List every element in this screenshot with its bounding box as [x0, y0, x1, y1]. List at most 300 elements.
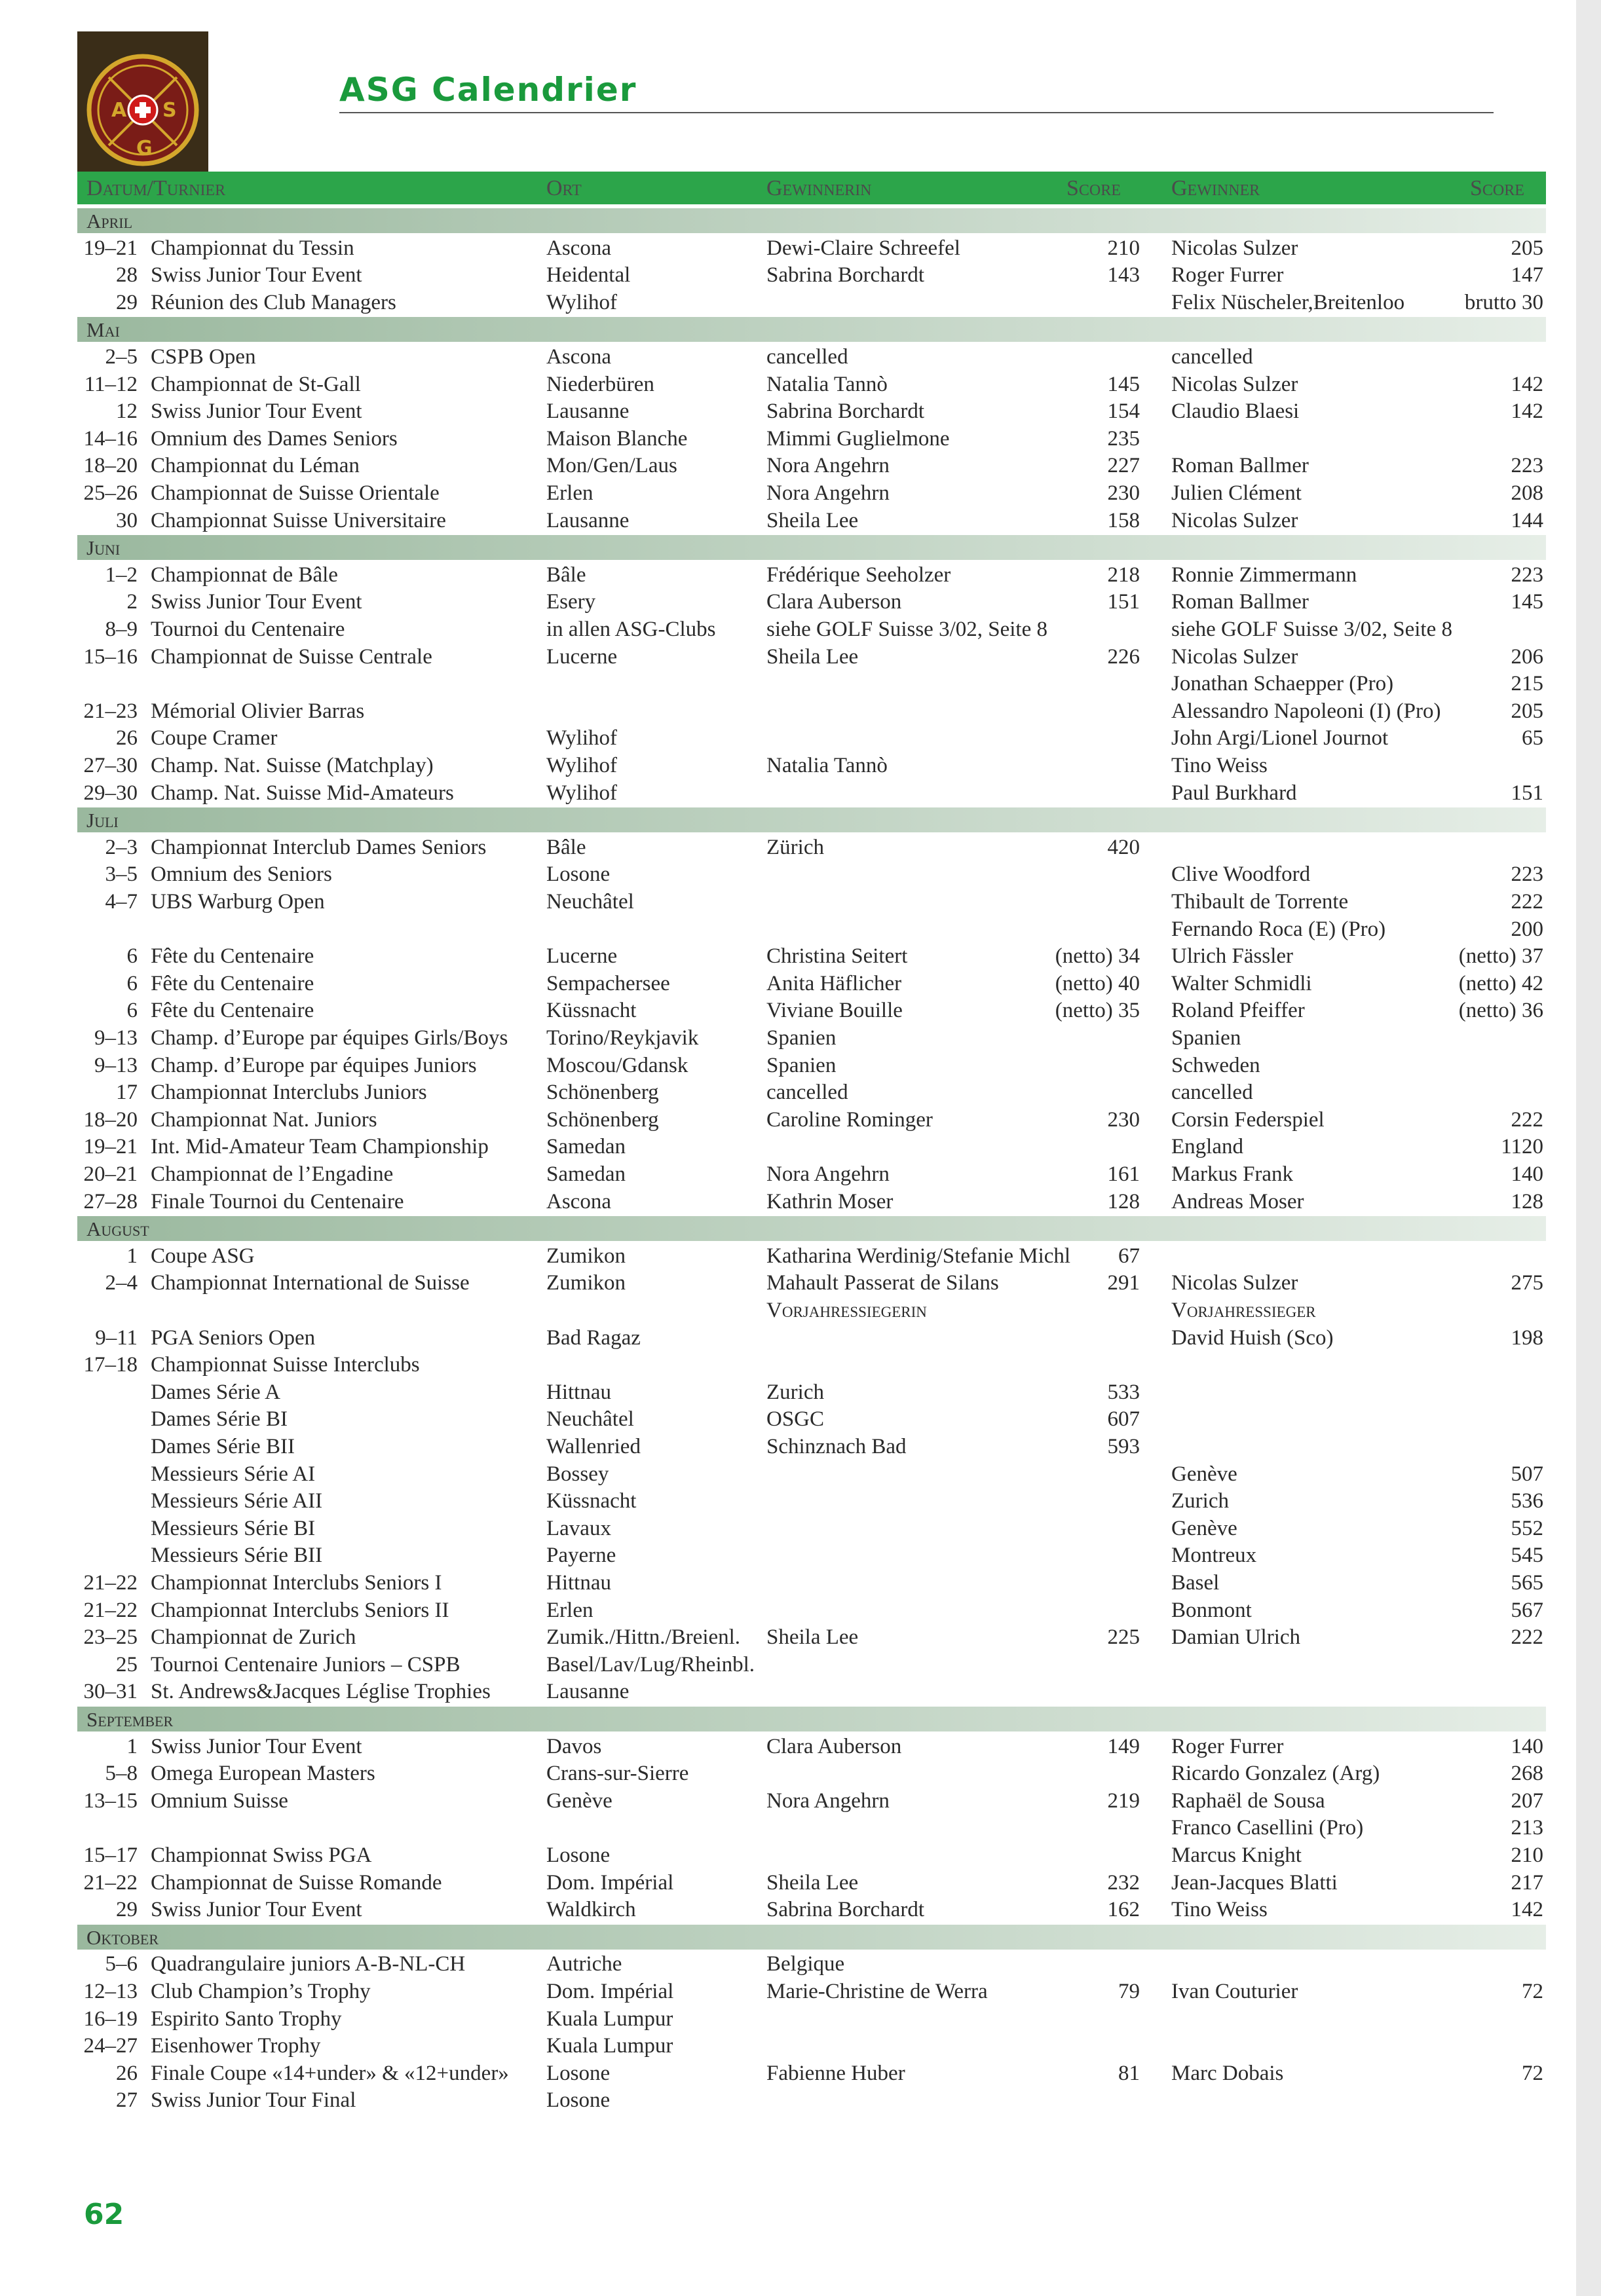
event-name: Championnat de Suisse Romande — [151, 1870, 442, 1895]
winner-women: Marie-Christine de Werra — [766, 1980, 988, 2003]
event-date: 11–12 — [84, 372, 138, 396]
event-date: 12 — [116, 399, 138, 424]
table-row — [0, 616, 1601, 643]
event-date: 27–30 — [83, 754, 138, 777]
event-location: Lausanne — [546, 1680, 630, 1704]
event-name: Tournoi Centenaire Juniors – CSPB — [151, 1652, 461, 1676]
winner-women: cancelled — [766, 1081, 848, 1105]
table-row — [0, 1242, 1601, 1270]
table-row — [0, 1814, 1601, 1842]
event-date: 1 — [126, 1244, 138, 1268]
event-location: Kuala Lumpur — [546, 2007, 673, 2031]
table-row — [0, 1569, 1601, 1597]
event-name: Championnat de Suisse Orientale — [151, 481, 440, 505]
score-women: 291 — [1107, 1271, 1140, 1295]
score-men: 206 — [1511, 644, 1543, 669]
event-location: Ascona — [546, 345, 611, 369]
event-location: Hittnau — [546, 1380, 611, 1404]
table-row — [0, 670, 1601, 697]
winner-women: siehe GOLF Suisse 3/02, Seite 8 — [766, 618, 1047, 641]
score-men: 507 — [1511, 1462, 1543, 1486]
table-row — [0, 234, 1601, 262]
event-date: 19–21 — [83, 236, 138, 260]
score-men: 205 — [1511, 236, 1543, 260]
header-winner-women: Gewinnerin — [766, 176, 872, 200]
event-name: Swiss Junior Tour Event — [151, 263, 362, 287]
event-location: Zumikon — [546, 1244, 626, 1268]
event-date: 18–20 — [83, 454, 138, 478]
event-name: Réunion des Club Managers — [151, 290, 396, 314]
winner-men: Schweden — [1171, 1053, 1260, 1077]
event-location: Heidental — [546, 263, 631, 287]
table-row — [0, 1760, 1601, 1787]
winner-men: Thibault de Torrente — [1171, 890, 1349, 914]
month-header — [77, 807, 1546, 832]
event-date: 12–13 — [83, 1980, 138, 2003]
table-row — [0, 1188, 1601, 1215]
table-row — [0, 588, 1601, 616]
event-date: 21–22 — [83, 1598, 138, 1622]
event-location: Waldkirch — [546, 1898, 636, 1922]
event-name: Championnat de St-Gall — [151, 372, 361, 396]
winner-men: Montreux — [1171, 1544, 1257, 1568]
event-name: Championnat de l’Engadine — [151, 1162, 394, 1186]
table-row — [0, 1133, 1601, 1160]
event-name: Dames Série BI — [151, 1407, 288, 1432]
score-women: 230 — [1107, 1107, 1140, 1132]
event-location: Bâle — [546, 835, 586, 859]
score-men: 552 — [1511, 1516, 1543, 1540]
winner-men: cancelled — [1171, 345, 1253, 369]
winner-men: Marcus Knight — [1171, 1843, 1302, 1867]
event-date: 15–17 — [83, 1843, 138, 1867]
event-date: 23–25 — [83, 1625, 138, 1650]
table-row — [0, 1487, 1601, 1515]
winner-women: Anita Häflicher — [766, 971, 902, 995]
winner-men: siehe GOLF Suisse 3/02, Seite 8 — [1171, 618, 1452, 641]
table-row — [0, 1269, 1601, 1297]
event-date: 5–6 — [105, 1952, 138, 1976]
event-name: Champ. Nat. Suisse (Matchplay) — [151, 754, 434, 777]
winner-men: Nicolas Sulzer — [1171, 1271, 1298, 1295]
winner-women: Fabienne Huber — [766, 2061, 905, 2085]
event-date: 28 — [116, 263, 138, 287]
winner-men: Franco Casellini (Pro) — [1171, 1816, 1364, 1840]
score-women: 210 — [1107, 236, 1140, 260]
score-men: 205 — [1511, 699, 1543, 723]
header-date-event: Datum/Turnier — [86, 176, 226, 200]
event-date: 4–7 — [105, 890, 138, 914]
score-men: 223 — [1511, 862, 1543, 887]
event-name: Championnat du Tessin — [151, 236, 354, 260]
page-title: ASG Calendrier — [339, 71, 637, 109]
event-date: 6 — [126, 944, 138, 969]
winner-men: John Argi/Lionel Journot — [1171, 726, 1389, 750]
event-location: Maison Blanche — [546, 426, 688, 451]
event-location: Wylihof — [546, 781, 617, 805]
month-header — [77, 1707, 1546, 1731]
winner-men: Jonathan Schaepper (Pro) — [1171, 672, 1394, 696]
table-row — [0, 752, 1601, 779]
event-location: Lavaux — [546, 1516, 611, 1540]
winner-men: Tino Weiss — [1171, 1898, 1268, 1922]
winner-men: Basel — [1171, 1571, 1220, 1595]
event-location: Ascona — [546, 236, 611, 260]
score-women: 143 — [1107, 263, 1140, 287]
table-row — [0, 1678, 1601, 1705]
score-women: 218 — [1107, 563, 1140, 587]
month-header — [77, 535, 1546, 560]
event-name: Dames Série BII — [151, 1435, 295, 1458]
event-name: Finale Tournoi du Centenaire — [151, 1189, 404, 1213]
event-name: Champ. d’Europe par équipes Girls/Boys — [151, 1026, 508, 1050]
event-location: Losone — [546, 1843, 611, 1867]
event-date: 17 — [116, 1081, 138, 1105]
event-date: 16–19 — [83, 2007, 138, 2031]
winner-women: Christina Seitert — [766, 944, 908, 969]
event-date: 2–5 — [105, 345, 138, 369]
winner-men: cancelled — [1171, 1081, 1253, 1105]
winner-men: Roland Pfeiffer — [1171, 999, 1305, 1023]
event-location: Dom. Impérial — [546, 1980, 674, 2003]
event-name: Tournoi du Centenaire — [151, 618, 345, 641]
winner-women: Natalia Tannò — [766, 372, 888, 396]
winner-men: Markus Frank — [1171, 1162, 1294, 1186]
event-date: 29 — [116, 290, 138, 314]
score-men: 207 — [1511, 1788, 1543, 1813]
score-men: 275 — [1511, 1271, 1543, 1295]
score-men: 565 — [1511, 1571, 1543, 1595]
event-date: 30 — [116, 508, 138, 532]
score-women: 67 — [1118, 1244, 1140, 1268]
score-men: 208 — [1511, 481, 1543, 505]
score-men: 140 — [1511, 1734, 1543, 1758]
table-row — [0, 888, 1601, 916]
table-row — [0, 643, 1601, 671]
score-men: 545 — [1511, 1544, 1543, 1568]
winner-men: Corsin Federspiel — [1171, 1107, 1325, 1132]
event-date: 25–26 — [83, 481, 138, 505]
table-row — [0, 479, 1601, 507]
header-location: Ort — [546, 176, 582, 200]
table-row — [0, 1515, 1601, 1542]
event-name: Swiss Junior Tour Event — [151, 1734, 362, 1758]
winner-men: Nicolas Sulzer — [1171, 372, 1298, 396]
score-men: 145 — [1511, 590, 1543, 614]
score-men: 140 — [1511, 1162, 1543, 1186]
event-name: Club Champion’s Trophy — [151, 1980, 371, 2003]
table-row — [0, 343, 1601, 371]
event-name: Championnat Interclubs Juniors — [151, 1081, 427, 1105]
score-women: 226 — [1107, 644, 1140, 669]
winner-men: Ivan Couturier — [1171, 1980, 1298, 2003]
event-name: Messieurs Série AII — [151, 1489, 323, 1513]
winner-men: David Huish (Sco) — [1171, 1325, 1334, 1350]
table-row — [0, 1405, 1601, 1433]
score-women: 607 — [1107, 1407, 1140, 1432]
event-name: Championnat Interclubs Seniors I — [151, 1571, 442, 1595]
winner-women: Schinznach Bad — [766, 1435, 907, 1458]
event-location: in allen ASG-Clubs — [546, 618, 716, 641]
winner-men: Genève — [1171, 1462, 1237, 1486]
event-location: Wallenried — [546, 1435, 641, 1458]
event-location: Basel/Lav/Lug/Rheinbl. — [546, 1652, 755, 1676]
winner-men: Julien Clément — [1171, 481, 1302, 505]
table-row — [0, 2086, 1601, 2114]
winner-men: Nicolas Sulzer — [1171, 508, 1298, 532]
score-women: 81 — [1118, 2061, 1140, 2085]
event-name: Coupe ASG — [151, 1244, 255, 1268]
event-date: 2 — [126, 590, 138, 614]
score-women: 533 — [1107, 1380, 1140, 1404]
score-women: 162 — [1107, 1898, 1140, 1922]
month-header — [77, 1925, 1546, 1950]
event-date: 2–4 — [105, 1271, 138, 1295]
winner-men: Ulrich Fässler — [1171, 944, 1294, 969]
table-row — [0, 2032, 1601, 2060]
score-women: 154 — [1107, 399, 1140, 424]
event-name: Int. Mid-Amateur Team Championship — [151, 1135, 489, 1159]
event-name: Championnat Nat. Juniors — [151, 1107, 377, 1132]
winner-women: OSGC — [766, 1407, 825, 1432]
event-name: Fête du Centenaire — [151, 999, 314, 1023]
month-label: Oktober — [86, 1925, 159, 1949]
table-row — [0, 916, 1601, 943]
event-name: Dames Série A — [151, 1380, 280, 1404]
score-men: 536 — [1511, 1489, 1543, 1513]
event-date: 9–13 — [94, 1053, 138, 1077]
winner-women: Belgique — [766, 1952, 845, 1976]
score-men: 151 — [1511, 781, 1543, 805]
table-row — [0, 942, 1601, 970]
winner-men: Tino Weiss — [1171, 754, 1268, 777]
event-date: 17–18 — [83, 1353, 138, 1377]
event-location: Esery — [546, 590, 596, 614]
table-row — [0, 2005, 1601, 2033]
event-location: Dom. Impérial — [546, 1870, 674, 1895]
winner-women: Frédérique Seeholzer — [766, 563, 951, 587]
winner-women: Clara Auberson — [766, 590, 902, 614]
score-men: 215 — [1511, 672, 1543, 696]
event-date: 6 — [126, 971, 138, 995]
score-men: 268 — [1511, 1762, 1543, 1786]
event-location: Samedan — [546, 1162, 626, 1186]
winner-women: Nora Angehrn — [766, 454, 890, 478]
logo-letter-g: G — [136, 137, 153, 160]
event-date: 21–23 — [83, 699, 138, 723]
event-name: Championnat de Bâle — [151, 563, 338, 587]
table-header — [77, 172, 1546, 204]
winner-men: Roger Furrer — [1171, 1734, 1284, 1758]
winner-men: Jean-Jacques Blatti — [1171, 1870, 1338, 1895]
winner-men: Roman Ballmer — [1171, 590, 1309, 614]
winner-men: Nicolas Sulzer — [1171, 644, 1298, 669]
event-name: Messieurs Série AI — [151, 1462, 316, 1486]
table-row — [0, 1597, 1601, 1624]
table-row — [0, 1623, 1601, 1651]
score-men: (netto) 42 — [1458, 971, 1543, 995]
table-row — [0, 724, 1601, 752]
event-location: Moscou/Gdansk — [546, 1053, 688, 1077]
table-row — [0, 834, 1601, 861]
table-row — [0, 398, 1601, 425]
winner-women: Mimmi Guglielmone — [766, 426, 950, 451]
event-location: Losone — [546, 862, 611, 887]
month-label: August — [86, 1217, 149, 1241]
event-date: 5–8 — [105, 1762, 138, 1786]
event-location: Kuala Lumpur — [546, 2034, 673, 2058]
event-location: Mon/Gen/Laus — [546, 454, 677, 478]
table-row — [0, 1542, 1601, 1569]
winner-women: cancelled — [766, 345, 848, 369]
event-location: Sempachersee — [546, 971, 670, 995]
event-name: Swiss Junior Tour Event — [151, 590, 362, 614]
table-row — [0, 1052, 1601, 1079]
event-name: Coupe Cramer — [151, 726, 278, 750]
event-date: 3–5 — [105, 862, 138, 887]
event-name: Fête du Centenaire — [151, 944, 314, 969]
table-row — [0, 970, 1601, 997]
event-name: Omega European Masters — [151, 1762, 375, 1786]
table-row — [0, 1024, 1601, 1052]
table-row — [0, 779, 1601, 807]
score-women: 219 — [1107, 1788, 1140, 1813]
header-winner-men: Gewinner — [1171, 176, 1260, 200]
score-men: 210 — [1511, 1843, 1543, 1867]
event-name: St. Andrews&Jacques Léglise Trophies — [151, 1680, 491, 1704]
event-date: 20–21 — [83, 1162, 138, 1186]
event-location: Wylihof — [546, 754, 617, 777]
header-score-men: Score — [1470, 176, 1524, 200]
event-date: 27–28 — [83, 1189, 138, 1213]
score-women: 230 — [1107, 481, 1140, 505]
month-label: Juli — [86, 809, 119, 832]
event-date: 26 — [116, 2061, 138, 2085]
winner-women: Sheila Lee — [766, 1625, 859, 1650]
score-women: 227 — [1107, 454, 1140, 478]
table-row — [0, 1297, 1601, 1324]
event-location: Losone — [546, 2061, 611, 2085]
winner-women: Spanien — [766, 1026, 837, 1050]
event-location: Wylihof — [546, 290, 617, 314]
score-men: 217 — [1511, 1870, 1543, 1895]
event-location: Lucerne — [546, 644, 618, 669]
score-men: 128 — [1511, 1189, 1543, 1213]
event-name: Finale Coupe «14+under» & «12+under» — [151, 2061, 509, 2085]
event-location: Wylihof — [546, 726, 617, 750]
event-location: Genève — [546, 1788, 612, 1813]
event-name: CSPB Open — [151, 345, 256, 369]
winner-men: Claudio Blaesi — [1171, 399, 1300, 424]
winner-women: Nora Angehrn — [766, 1162, 890, 1186]
score-men: 223 — [1511, 563, 1543, 587]
event-date: 19–21 — [83, 1135, 138, 1159]
table-row — [0, 1651, 1601, 1678]
event-location: Bossey — [546, 1462, 609, 1486]
table-row — [0, 1160, 1601, 1188]
winner-men: Roger Furrer — [1171, 263, 1284, 287]
event-location: Losone — [546, 2088, 611, 2113]
event-date: 1–2 — [105, 563, 138, 587]
logo-letter-s: S — [162, 99, 177, 122]
winner-men: Fernando Roca (E) (Pro) — [1171, 917, 1386, 941]
table-row — [0, 861, 1601, 888]
winner-men: Marc Dobais — [1171, 2061, 1284, 2085]
event-date: 6 — [126, 999, 138, 1023]
event-name: Champ. d’Europe par équipes Juniors — [151, 1053, 477, 1077]
event-date: 21–22 — [83, 1870, 138, 1895]
event-location: Autriche — [546, 1952, 622, 1976]
title-divider — [339, 112, 1494, 113]
score-men: 147 — [1511, 263, 1543, 287]
winner-men: Alessandro Napoleoni (I) (Pro) — [1171, 699, 1441, 723]
winner-women: Sheila Lee — [766, 644, 859, 669]
winner-men: Roman Ballmer — [1171, 454, 1309, 478]
header-score-women: Score — [1066, 176, 1121, 200]
score-women: (netto) 40 — [1055, 971, 1140, 995]
event-location: Neuchâtel — [546, 890, 634, 914]
table-row — [0, 507, 1601, 534]
page-number: 62 — [84, 2198, 124, 2231]
month-header — [77, 1216, 1546, 1241]
event-name: Quadrangulaire juniors A-B-NL-CH — [151, 1952, 466, 1976]
score-women: 128 — [1107, 1189, 1140, 1213]
score-men: 65 — [1522, 726, 1543, 750]
event-name: Swiss Junior Tour Event — [151, 1898, 362, 1922]
table-row — [0, 452, 1601, 479]
month-label: Juni — [86, 536, 121, 560]
winner-women: Zürich — [766, 835, 824, 859]
winner-men: Vorjahressieger — [1171, 1299, 1316, 1322]
winner-women: Sheila Lee — [766, 1870, 859, 1895]
event-date: 25 — [116, 1652, 138, 1676]
score-women: 225 — [1107, 1625, 1140, 1650]
table-row — [0, 1379, 1601, 1406]
table-row — [0, 997, 1601, 1024]
winner-women: Natalia Tannò — [766, 754, 888, 777]
event-date: 15–16 — [83, 644, 138, 669]
event-location: Erlen — [546, 481, 593, 505]
event-name: Championnat Interclub Dames Seniors — [151, 835, 487, 859]
table-row — [0, 289, 1601, 316]
table-row — [0, 1896, 1601, 1923]
event-name: Championnat International de Suisse — [151, 1271, 470, 1295]
event-date: 18–20 — [83, 1107, 138, 1132]
winner-men: Zurich — [1171, 1489, 1229, 1513]
winner-women: Clara Auberson — [766, 1734, 902, 1758]
winner-men: England — [1171, 1135, 1243, 1159]
score-women: 235 — [1107, 426, 1140, 451]
event-name: Championnat Swiss PGA — [151, 1843, 372, 1867]
event-location: Samedan — [546, 1135, 626, 1159]
score-men: 567 — [1511, 1598, 1543, 1622]
event-location: Hittnau — [546, 1571, 611, 1595]
event-date: 1 — [126, 1734, 138, 1758]
winner-men: Ronnie Zimmermann — [1171, 563, 1357, 587]
table-row — [0, 2060, 1601, 2087]
event-location: Küssnacht — [546, 999, 637, 1023]
event-name: Swiss Junior Tour Final — [151, 2088, 356, 2113]
score-women: 420 — [1107, 835, 1140, 859]
event-name: Champ. Nat. Suisse Mid-Amateurs — [151, 781, 454, 805]
event-location: Bâle — [546, 563, 586, 587]
event-date: 27 — [116, 2088, 138, 2113]
event-name: Championnat Suisse Universitaire — [151, 508, 446, 532]
table-row — [0, 1351, 1601, 1379]
event-name: Espirito Santo Trophy — [151, 2007, 342, 2031]
event-location: Ascona — [546, 1189, 611, 1213]
score-men: 213 — [1511, 1816, 1543, 1840]
